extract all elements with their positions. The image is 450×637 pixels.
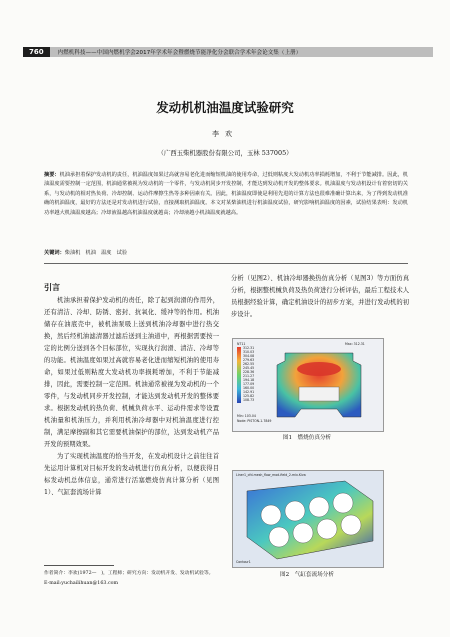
keywords-text: 柴油机 机油 温度 试验 (64, 250, 128, 256)
fig1-legend-value: 211.27 (243, 374, 255, 378)
figure-2-liner-flow-field (232, 470, 384, 568)
fig1-footer-label: Node: PISTON-1.7849 (237, 419, 272, 423)
fig1-legend-value: 142.91 (243, 390, 255, 394)
intro-paragraph-1: 机油承担着保护发动机的责任，除了起到润滑的作用外，还有清洁、冷却、防锈、密封、抗氧化、缓冲等的作用。机油储存在油底壳中，被机油泵吸上送到机油冷却器中进行热交换，然后经机油滤清器过滤后送到主油道中，再根据需要按一定的比例分送到各个目标部位，实现执行润滑、清洁、冷却等的功能。机油温度如果过高就容易老化进而缩短机油的使用寿命，如果过低则粘度大发动机功率损耗增加，不利于节能减排，因此，需要控制一定范围。机油通常被视为发动机的一个零件，与发动机同步开发控制，才能达到发动机开发的整体要求。根据发动机的热负荷、机械负荷水平、运动件需求等设置机油量和机油压力，并利用机油冷却器中对机油温度进行控制，满足摩擦副和其它需要机油保护的部位，达到发动机产品开发的预期效果。 (44, 297, 219, 448)
figure-2-caption: 图2 气缸套流场分析 (280, 572, 334, 578)
fig1-legend-value: 279.63 (243, 358, 255, 362)
footnote (44, 569, 224, 589)
figure-1-caption: 图1 燃烧仿真分析 (282, 435, 332, 441)
right-column (231, 273, 409, 321)
paper-title: 发动机机油温度试验研究 (156, 100, 294, 115)
author-bio: 作者简介：李欢(1972— )，工程师；研究方向：发动机开发、发动机试验等。 (44, 571, 214, 576)
fig1-legend-value: 312.31 (243, 346, 255, 350)
figure-1-combustion-simulation (232, 338, 384, 432)
fig1-legend-value: 310.03 (243, 350, 255, 354)
fig1-min-label: Min: 103.04 (237, 414, 256, 418)
fig1-legend-value: 108.73 (243, 398, 255, 402)
fig1-max-label: Max: 312.31 (345, 342, 365, 346)
fig1-legend-value: 160.00 (243, 386, 255, 390)
running-head-text: 内燃机科技——中国内燃机学会2017年学术年会暨燃烧节能净化分会联合学术年会论文集（上册） (57, 50, 302, 56)
fig1-legend-title: NT11 (237, 342, 246, 346)
keywords-label: 关键词： (44, 250, 65, 256)
section-title: 引言 (44, 283, 60, 292)
fig1-legend-value: 262.55 (243, 362, 255, 366)
right-paragraph: 分析（见图2）、机油冷却器换热仿真分析（见图3）等方面仿真分析，根据整机械负荷及热负荷进行分析评估，最后工程技术人员根据经验计算，确定机油设计的初步方案，并进行发动机的初步设计。 (231, 275, 409, 318)
abstract-label: 摘要： (44, 172, 60, 178)
fig1-legend-value: 228.36 (243, 370, 255, 374)
keywords (44, 249, 408, 256)
affiliation: （广西玉柴机器股份有限公司，玉林 537005） (157, 149, 293, 157)
fig2-header-label: Liner1_cfd-mesh_flow_mod-field_2-mix.Kiva (236, 473, 306, 477)
fig1-legend-value: 194.18 (243, 378, 255, 382)
fig1-legend-value: 245.45 (243, 366, 255, 370)
fig1-legend-value: 304.08 (243, 354, 255, 358)
running-header (23, 47, 433, 57)
fig2-footer-label: Contour1 (236, 560, 251, 564)
author-email: E-mail:yuchailihuan@163.com (44, 581, 119, 586)
fig1-legend-value: 125.82 (243, 394, 255, 398)
fig1-color-legend (237, 347, 241, 403)
intro-paragraph-2: 为了实现机油温度的恰当开发，在发动机设计之前往往首先运用计算机对目标开发的发动机进行仿真分析，以便获得目标发动机总体信息，通常进行活塞燃烧仿真计算分析（见图1）、气缸套流场计算 (44, 453, 219, 496)
fig1-legend-value: 177.09 (243, 382, 255, 386)
left-column (44, 295, 219, 499)
abstract (44, 171, 408, 218)
section-divider (44, 263, 408, 264)
abstract-text: 机油承担着保护发动机的责任，机油温度如果过高就容易老化进而缩短机油的使用寿命，过低则粘度大发动机功率损耗增加，不利于节能减排。因此，机油温度需要控制一定范围，机油通常被视为发动机的一个零件，与发动机同步开发控制，才能达到发动机开发的整体要求。机油温度与发动机设计有着密切的关系，与发动机的相对热负荷、冷却控制、运动件摩擦生热等多种因素有关。因此，机油温度即使是利用先进的计算方法也很难准确计算出来，为了得到发动机准确的机油温度，最好的方法还是对发动机进行试验，直接测取机油温度。本文对某柴油机进行机油温度试验，研究影响机油温度的因素，试验结果表明：发动机功率越大机油温度越高；冷却液温越高机油温度就越高；冷却液越小机油温度就越高。 (44, 172, 408, 216)
footnote-rule (44, 565, 114, 566)
page-number: 760 (23, 47, 50, 57)
author-name: 李欢 (212, 130, 238, 138)
